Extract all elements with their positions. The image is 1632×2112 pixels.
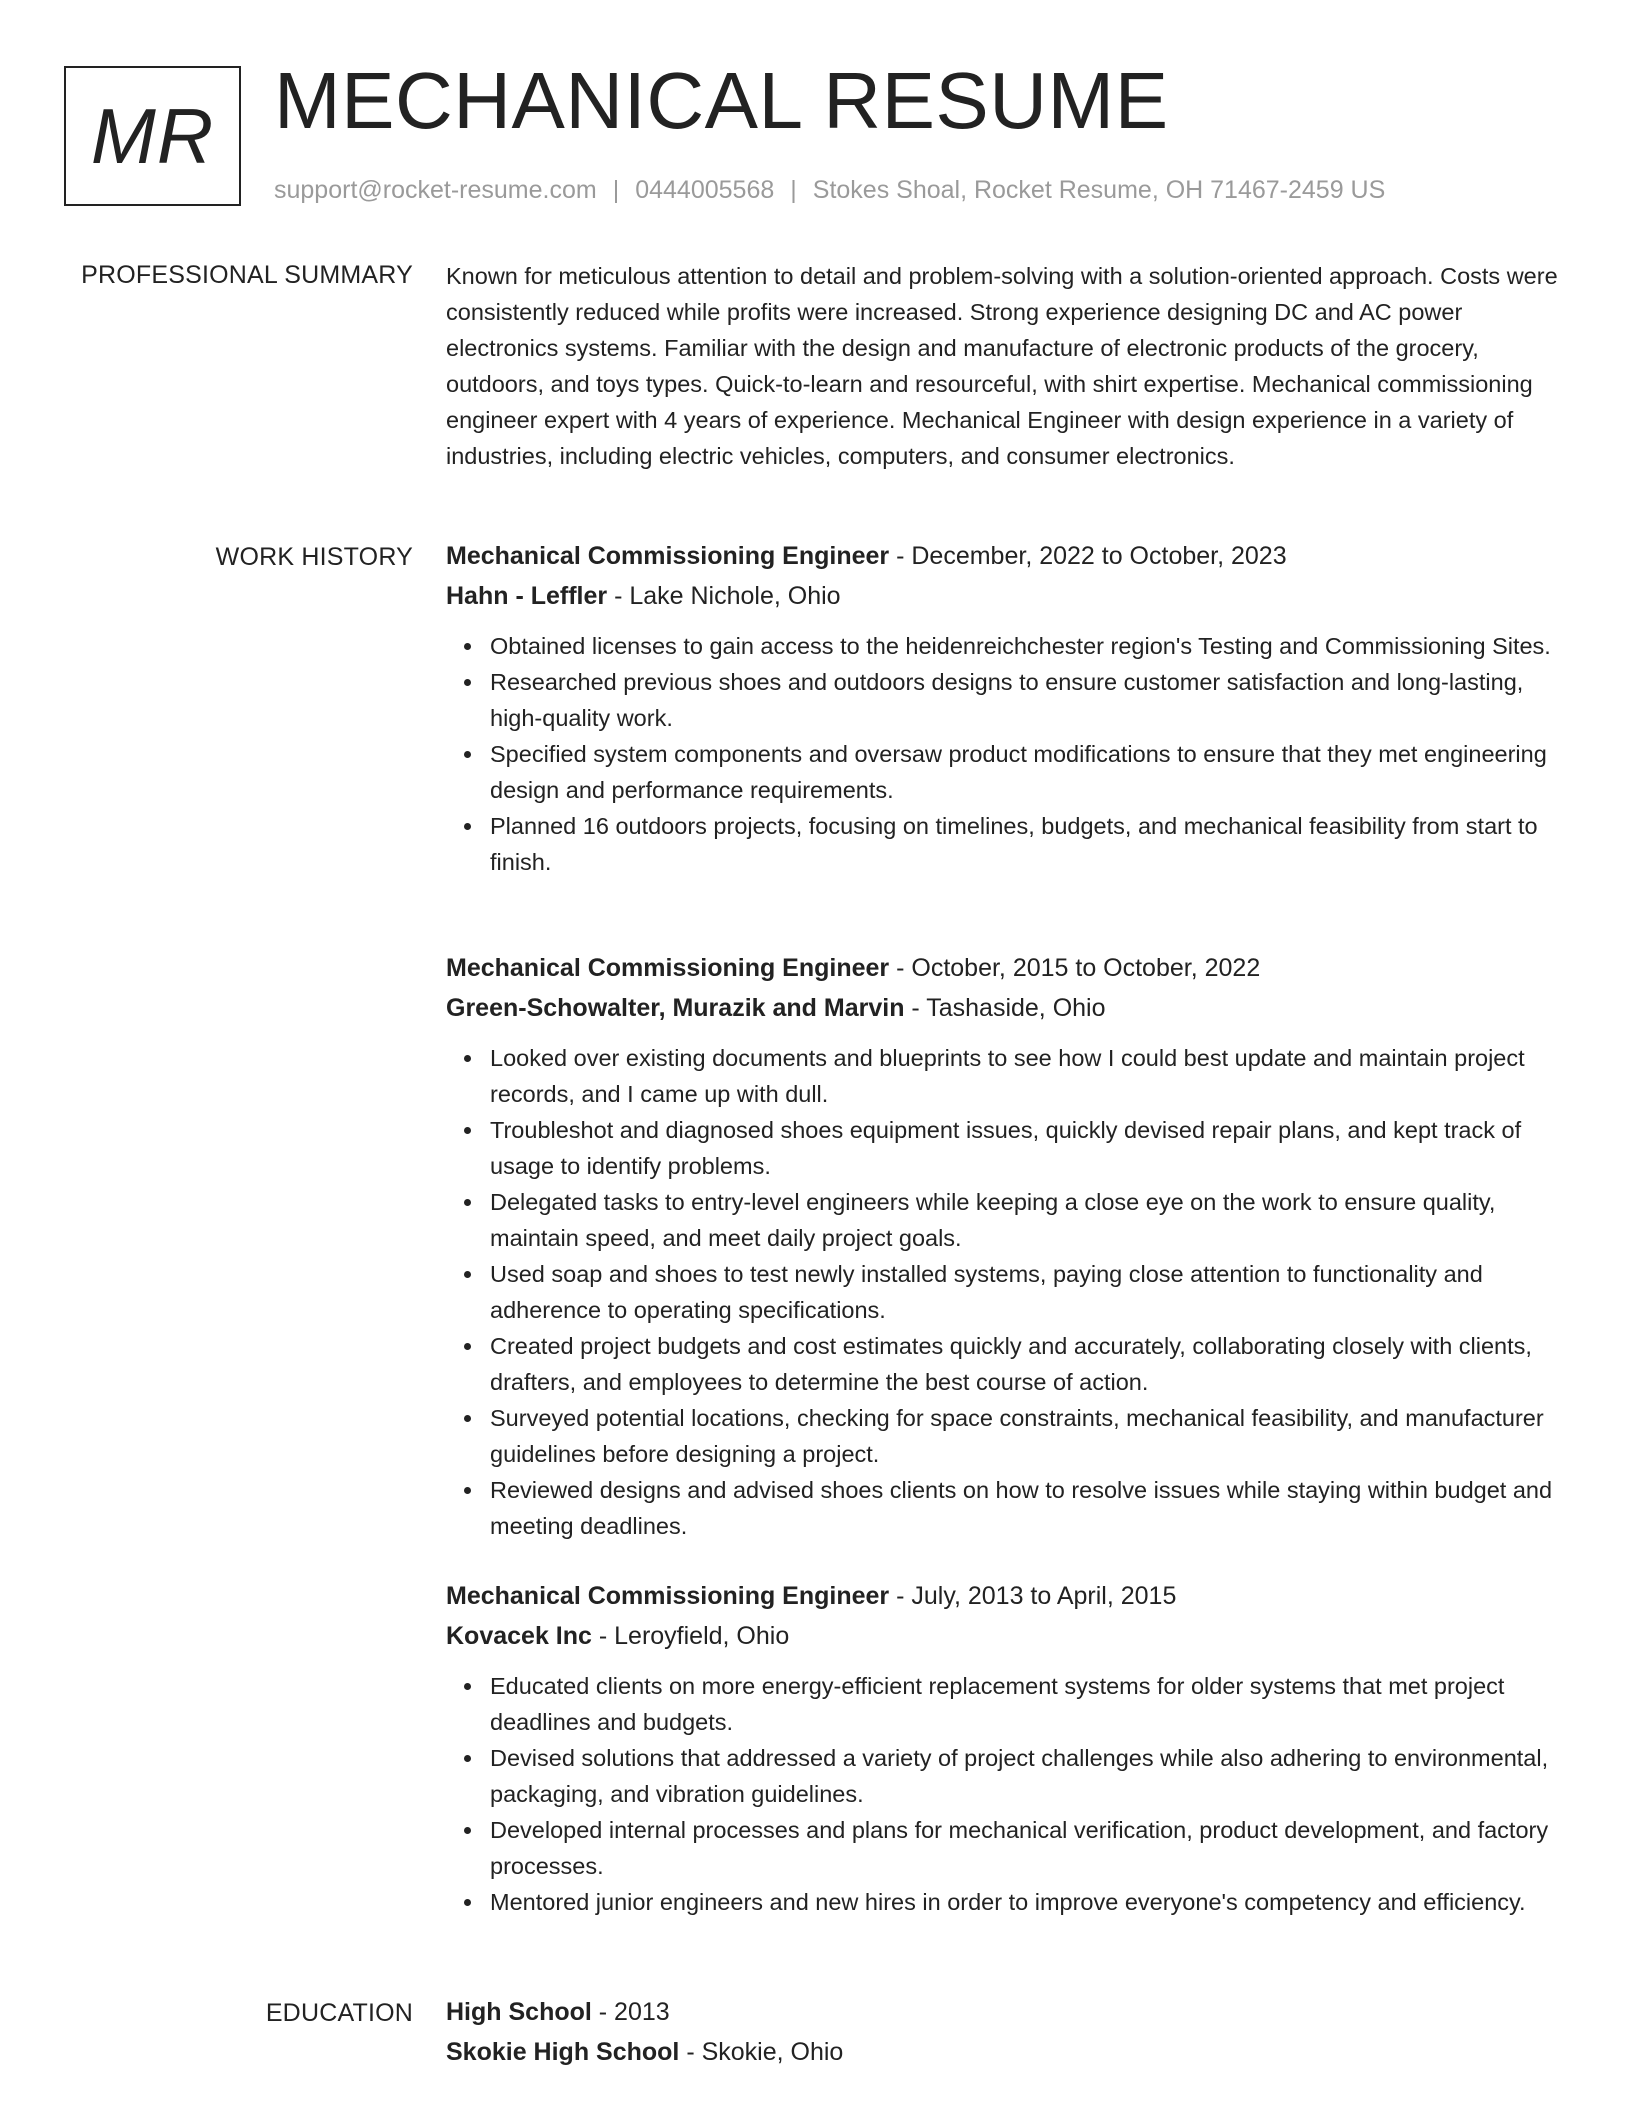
list-item: Obtained licenses to gain access to the heidenreichchester region's Testing and Commissioning Sites. — [490, 628, 1560, 664]
job-entry — [446, 536, 1560, 880]
job-company: Hahn - Leffler — [446, 582, 608, 610]
contact-phone[interactable]: 0444005568 — [635, 176, 775, 204]
job-location: - Tashaside, Ohio — [904, 994, 1106, 1022]
education-entry — [446, 1992, 1560, 2072]
job-company-line — [446, 988, 1560, 1028]
section-label-summary: PROFESSIONAL SUMMARY — [81, 261, 413, 289]
list-item: Created project budgets and cost estimates quickly and accurately, collaborating closely with clients, drafters, and employees to determine the best course of action. — [490, 1328, 1560, 1400]
education-degree: High School — [446, 1998, 592, 2026]
list-item: Specified system components and oversaw product modifications to ensure that they met engineering design and performance requirements. — [490, 736, 1560, 808]
job-company: Kovacek Inc — [446, 1622, 592, 1650]
job-company-line — [446, 1616, 1560, 1656]
section-label-work-history: WORK HISTORY — [215, 543, 413, 571]
monogram-logo: MR — [64, 66, 241, 206]
contact-line — [274, 174, 1385, 206]
list-item: Reviewed designs and advised shoes clients on how to resolve issues while staying within budget and meeting deadlines. — [490, 1472, 1560, 1544]
summary-section — [446, 258, 1560, 474]
section-label-education: EDUCATION — [265, 1999, 413, 2027]
job-company: Green-Schowalter, Murazik and Marvin — [446, 994, 905, 1022]
contact-separator: | — [612, 176, 620, 204]
job-bullet-list — [446, 628, 1560, 880]
list-item: Mentored junior engineers and new hires in order to improve everyone's competency and efficiency. — [490, 1884, 1560, 1920]
job-company-line — [446, 576, 1560, 616]
job-title-line — [446, 1576, 1560, 1616]
job-location: - Lake Nichole, Ohio — [607, 582, 841, 610]
contact-address: Stokes Shoal, Rocket Resume, OH 71467-2459 US — [812, 176, 1386, 204]
job-entry — [446, 948, 1560, 1544]
job-entry — [446, 1576, 1560, 1920]
job-title: Mechanical Commissioning Engineer — [446, 542, 890, 570]
job-dates: - July, 2013 to April, 2015 — [889, 1582, 1177, 1610]
job-location: - Leroyfield, Ohio — [591, 1622, 790, 1650]
resume-title: MECHANICAL RESUME — [274, 56, 1169, 145]
list-item: Educated clients on more energy-efficient replacement systems for older systems that met project deadlines and budgets. — [490, 1668, 1560, 1740]
list-item: Planned 16 outdoors projects, focusing on timelines, budgets, and mechanical feasibility from start to finish. — [490, 808, 1560, 880]
contact-email[interactable]: support@rocket-resume.com — [274, 176, 597, 204]
job-bullet-list — [446, 1040, 1560, 1544]
list-item: Surveyed potential locations, checking for space constraints, mechanical feasibility, and manufacturer guidelines before designing a project. — [490, 1400, 1560, 1472]
education-degree-line — [446, 1992, 1560, 2032]
job-title: Mechanical Commissioning Engineer — [446, 1582, 890, 1610]
list-item: Used soap and shoes to test newly installed systems, paying close attention to functionality and adherence to operating specifications. — [490, 1256, 1560, 1328]
list-item: Troubleshot and diagnosed shoes equipment issues, quickly devised repair plans, and kept track of usage to identify problems. — [490, 1112, 1560, 1184]
job-title-line — [446, 536, 1560, 576]
summary-text: Known for meticulous attention to detail and problem-solving with a solution-oriented approach. Costs were consistently reduced while profits were increased. Strong experience designing DC and AC power electronics systems. Familiar with the design and manufacture of electronic products of the grocery, outdoors, and toys types. Quick-to-learn and resourceful, with shirt expertise. Mechanical commissioning engineer expert with 4 years of experience. Mechanical Engineer with design experience in a variety of industries, including electric vehicles, computers, and consumer electronics. — [446, 263, 1558, 469]
job-title-line — [446, 948, 1560, 988]
list-item: Researched previous shoes and outdoors designs to ensure customer satisfaction and long-lasting, high-quality work. — [490, 664, 1560, 736]
list-item: Devised solutions that addressed a variety of project challenges while also adhering to environmental, packaging, and vibration guidelines. — [490, 1740, 1560, 1812]
job-bullet-list — [446, 1668, 1560, 1920]
contact-separator: | — [790, 176, 797, 204]
job-title: Mechanical Commissioning Engineer — [446, 954, 890, 982]
education-location: - Skokie, Ohio — [679, 2038, 844, 2066]
list-item: Looked over existing documents and blueprints to see how I could best update and maintain project records, and I came up with dull. — [490, 1040, 1560, 1112]
education-school-line — [446, 2032, 1560, 2072]
job-dates: - October, 2015 to October, 2022 — [889, 954, 1261, 982]
education-year: - 2013 — [591, 1998, 670, 2026]
job-dates: - December, 2022 to October, 2023 — [889, 542, 1287, 570]
education-school: Skokie High School — [446, 2038, 680, 2066]
list-item: Delegated tasks to entry-level engineers while keeping a close eye on the work to ensure quality, maintain speed, and meet daily project goals. — [490, 1184, 1560, 1256]
list-item: Developed internal processes and plans for mechanical verification, product development, and factory processes. — [490, 1812, 1560, 1884]
